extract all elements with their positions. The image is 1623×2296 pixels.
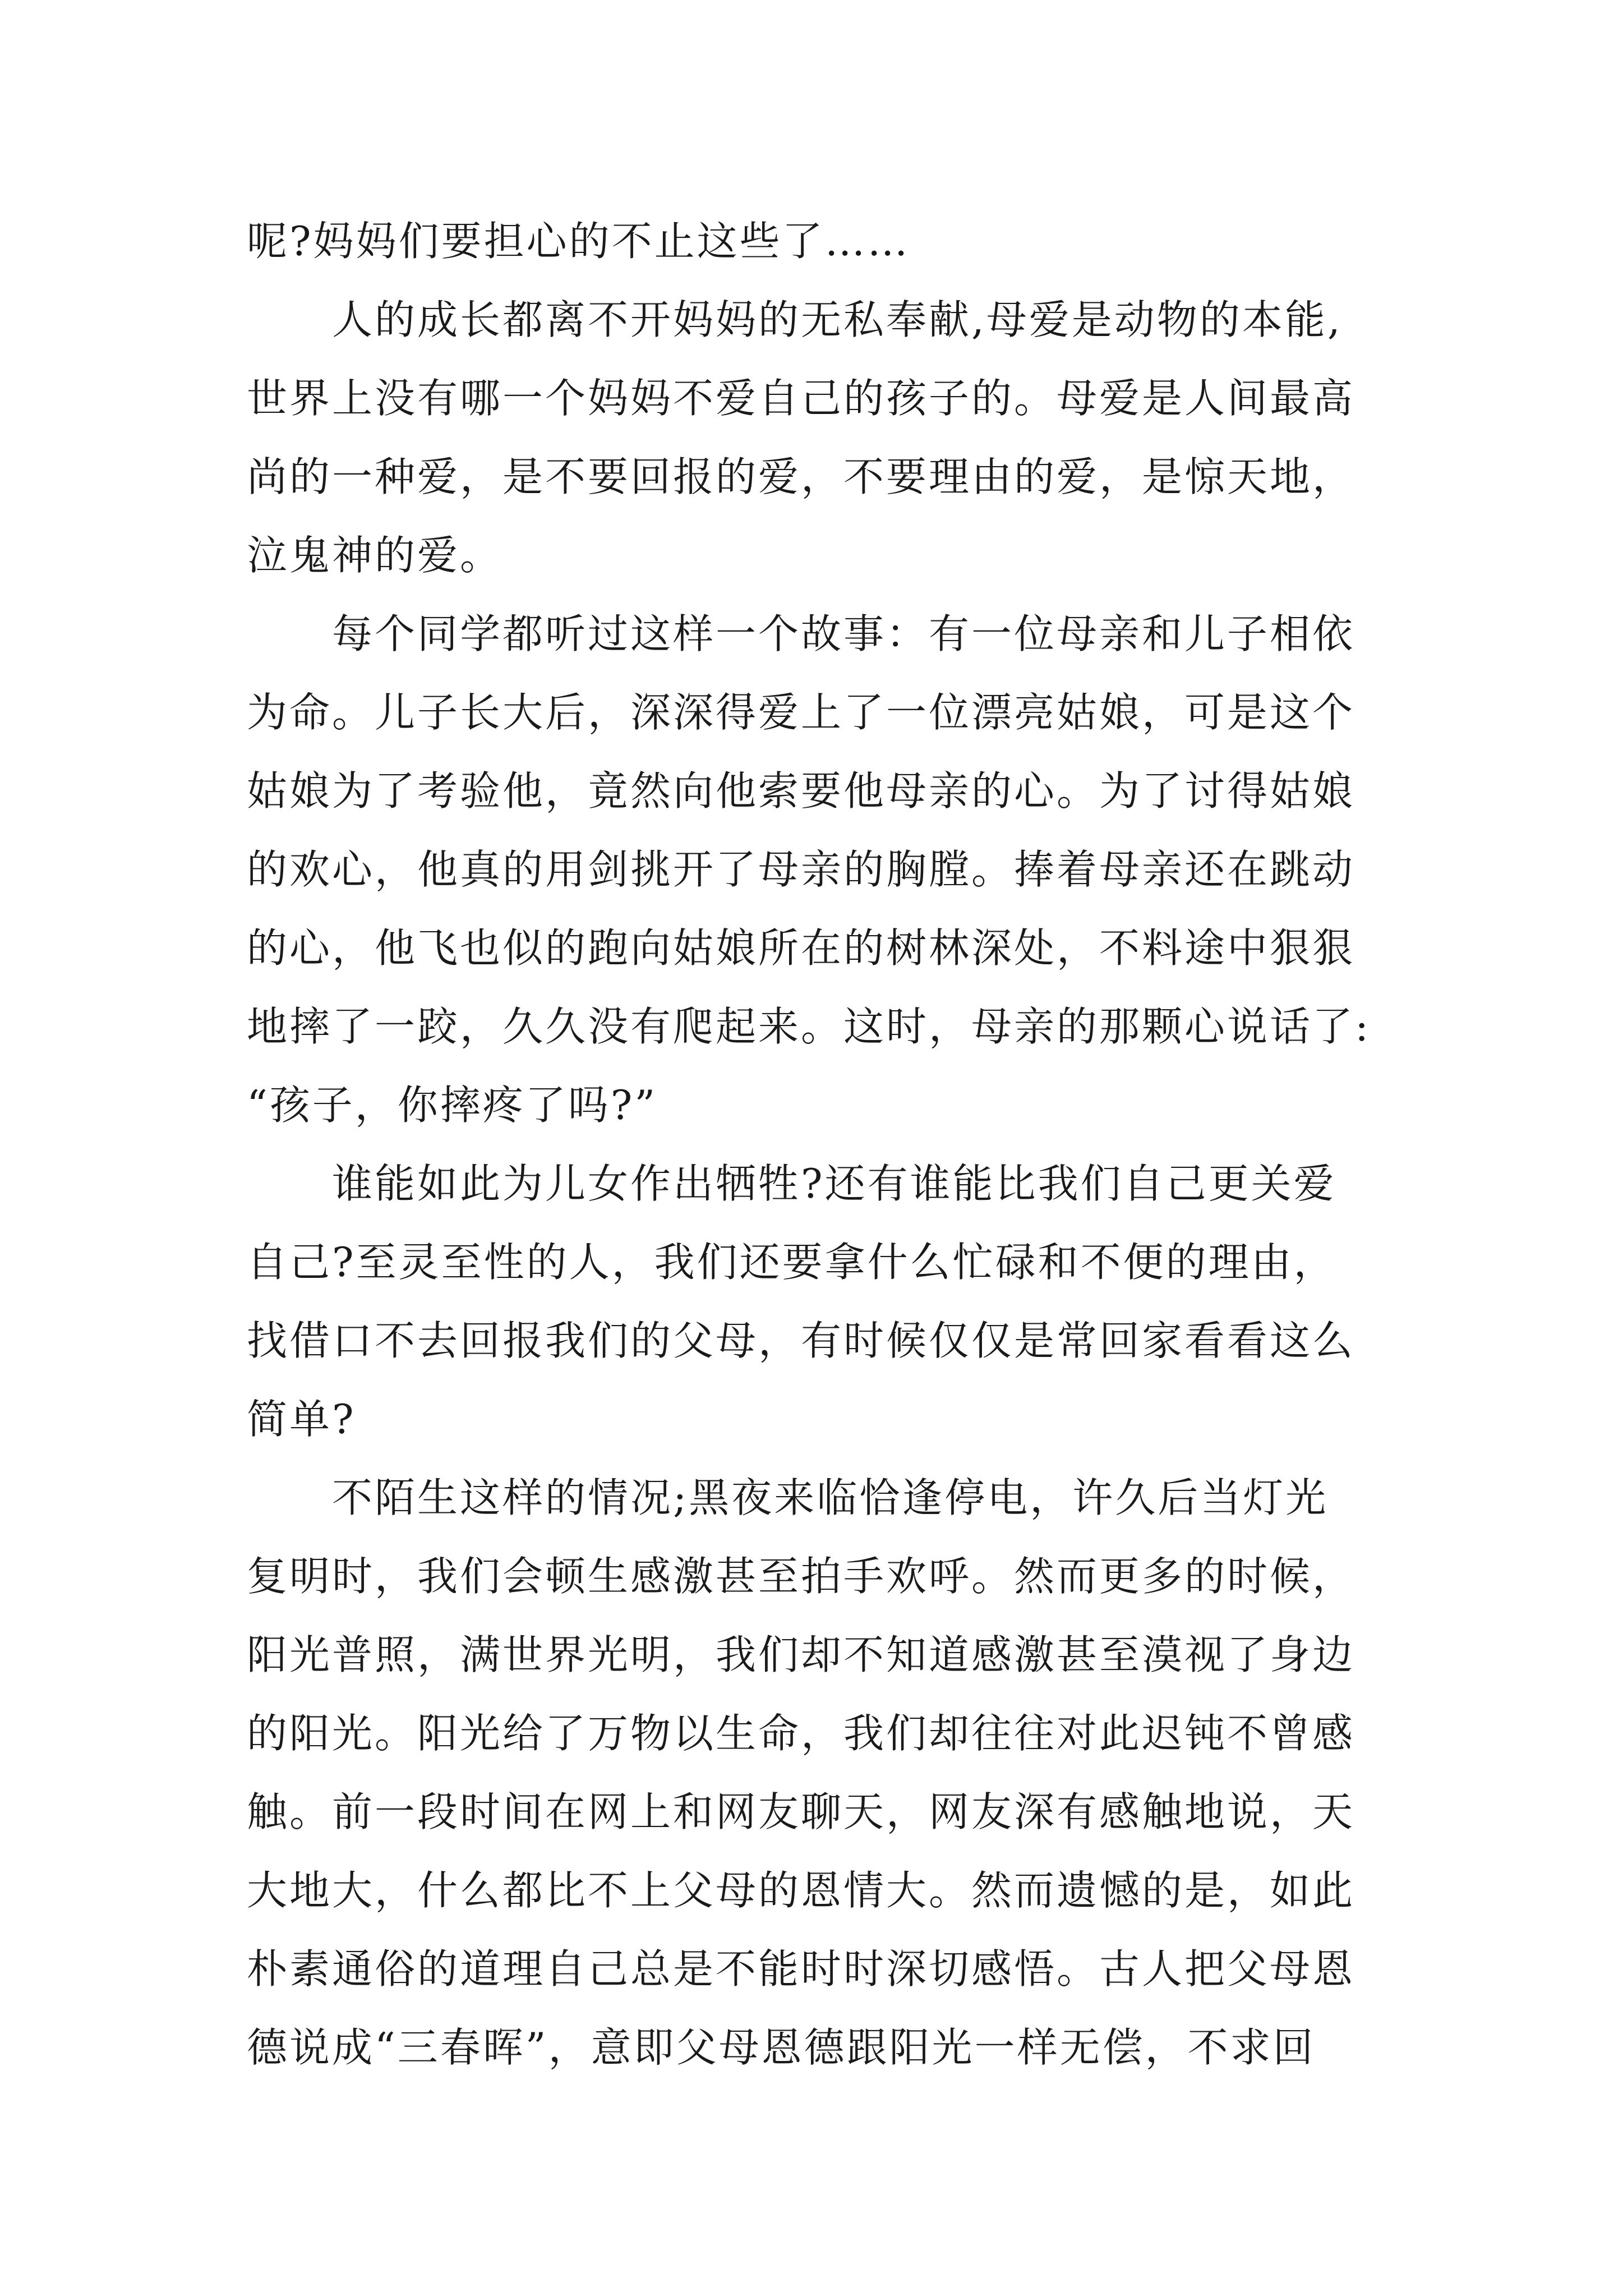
body-text [247, 202, 1447, 2087]
text-line: 姑娘为了考验他，竟然向他索要他母亲的心。为了讨得姑娘 [247, 767, 1355, 815]
text-line: 世界上没有哪一个妈妈不爱自己的孩子的。母爱是人间最高 [247, 375, 1355, 422]
text-line: 人的成长都离不开妈妈的无私奉献,母爱是动物的本能, [332, 296, 1343, 343]
text-line: 的欢心，他真的用剑挑开了母亲的胸膛。捧着母亲还在跳动 [247, 846, 1355, 893]
text-line: 每个同学都听过这样一个故事：有一位母亲和儿子相依 [332, 610, 1355, 657]
text-line: “孩子，你摔疼了吗?” [247, 1082, 658, 1129]
text-line: 地摔了一跤，久久没有爬起来。这时，母亲的那颗心说话了: [247, 1003, 1371, 1050]
text-line: 阳光普照，满世界光明，我们却不知道感激甚至漠视了身边 [247, 1631, 1355, 1678]
text-line: 为命。儿子长大后，深深得爱上了一位漂亮姑娘，可是这个 [247, 689, 1355, 736]
text-line: 谁能如此为儿女作出牺牲?还有谁能比我们自己更关爱 [332, 1160, 1336, 1207]
text-line: 呢?妈妈们要担心的不止这些了…… [247, 218, 910, 265]
text-line: 找借口不去回报我们的父母，有时候仅仅是常回家看看这么 [247, 1317, 1355, 1364]
text-line: 自己?至灵至性的人，我们还要拿什么忙碌和不便的理由， [247, 1239, 1336, 1286]
text-line: 的阳光。阳光给了万物以生命，我们却往往对此迟钝不曾感 [247, 1710, 1355, 1757]
text-line: 德说成“三春晖”，意即父母恩德跟阳光一样无偿，不求回 [247, 2024, 1316, 2071]
text-line: 的心，他飞也似的跑向姑娘所在的树林深处，不料途中狠狠 [247, 924, 1355, 972]
text-line: 尚的一种爱，是不要回报的爱，不要理由的爱，是惊天地， [247, 453, 1355, 500]
text-line: 朴素通俗的道理自己总是不能时时深切感悟。古人把父母恩 [247, 1945, 1355, 1993]
text-line: 触。前一段时间在网上和网友聊天，网友深有感触地说，天 [247, 1788, 1355, 1835]
text-line: 复明时，我们会顿生感激甚至拍手欢呼。然而更多的时候， [247, 1553, 1355, 1600]
text-line: 不陌生这样的情况;黑夜来临恰逢停电，许久后当灯光 [332, 1474, 1329, 1521]
text-line: 大地大，什么都比不上父母的恩情大。然而遗憾的是，如此 [247, 1867, 1355, 1914]
text-line: 泣鬼神的爱。 [247, 532, 503, 579]
text-line: 简单? [247, 1396, 356, 1443]
